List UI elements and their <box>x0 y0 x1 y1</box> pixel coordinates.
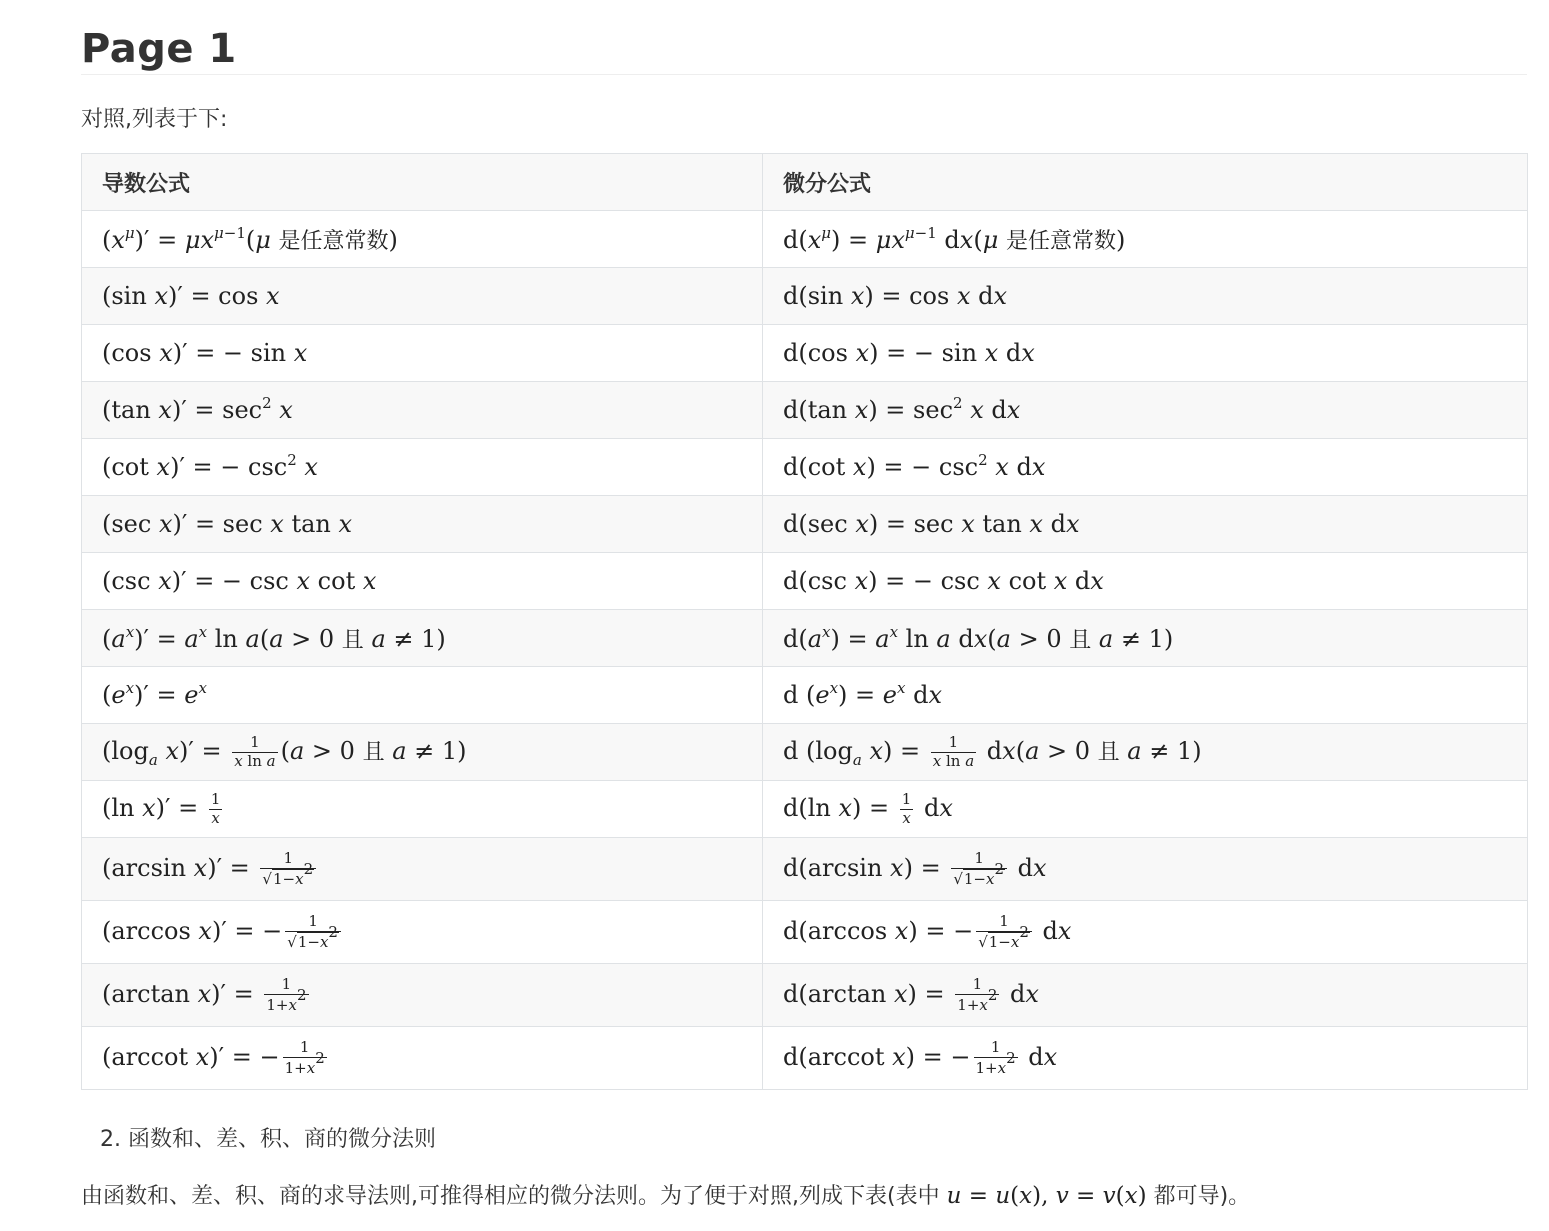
formula-table <box>81 153 1528 1090</box>
derivative-formula <box>82 838 763 901</box>
math-expression: (arcsin x)′ = $\frac{1}{√1-x^2}$ <box>102 854 319 882</box>
header-differential: 微分公式 <box>763 154 1528 211</box>
intro-text: 对照,列表于下: <box>81 107 228 132</box>
table-row <box>82 667 1528 724</box>
section-paragraph <box>81 1179 1527 1213</box>
math-expression: d(arccot x) = − $\frac{1}{1+x^2}$ dx <box>783 1038 1058 1077</box>
math-expression: $d(x^\mu) = \mu x^{\mu-1}$ dx(μ 是任意常数) <box>783 223 1126 254</box>
differential-formula <box>763 268 1528 325</box>
derivative-formula <box>82 382 763 439</box>
differential-formula <box>763 724 1528 781</box>
differential-formula <box>763 901 1528 964</box>
table-row <box>82 211 1528 268</box>
derivative-formula <box>82 325 763 382</box>
derivative-formula <box>82 439 763 496</box>
math-expression: d(arctan x) = $\frac{1}{1+x^2}$ dx <box>783 975 1039 1014</box>
math-expression: d(csc x) = − csc x cot x dx <box>783 567 1104 595</box>
math-expression: d ($\log_a$ x) = $\frac{1}{\text{x ln a}}$ dx(a > 0 且 a ≠ 1) <box>783 733 1202 770</box>
derivative-formula <box>82 553 763 610</box>
derivative-formula <box>82 667 763 724</box>
math-expression: (csc x)′ = − csc x cot x <box>102 567 377 595</box>
math-expression: $d(a^x) = a^x$ ln a dx(a > 0 且 a ≠ 1) <box>783 622 1174 653</box>
differential-formula <box>763 553 1528 610</box>
title-divider <box>81 74 1527 75</box>
math-expression: (cot x)′ = − $\csc^2 x$ <box>102 451 318 481</box>
differential-formula <box>763 667 1528 724</box>
differential-formula <box>763 964 1528 1027</box>
table-row <box>82 1027 1528 1090</box>
derivative-formula <box>82 496 763 553</box>
header-derivative: 导数公式 <box>82 154 763 211</box>
table-row <box>82 610 1528 667</box>
differential-formula <box>763 439 1528 496</box>
derivative-formula <box>82 724 763 781</box>
math-expression: d(cos x) = − sin x dx <box>783 339 1035 367</box>
table-row <box>82 439 1528 496</box>
section-heading: 2. 函数和、差、积、商的微分法则 <box>100 1127 436 1152</box>
derivative-formula <box>82 268 763 325</box>
math-expression: (arccos x)′ = − $\frac{1}{√1-x^2}$ <box>102 917 344 945</box>
table-row <box>82 325 1528 382</box>
math-expression: d(tan $x) = \sec^2 x$ dx <box>783 394 1021 424</box>
math-expression: d(sin x) = cos x dx <box>783 282 1008 310</box>
table-row <box>82 496 1528 553</box>
derivative-formula <box>82 610 763 667</box>
math-expression: (cos x)′ = − sin x <box>102 339 308 367</box>
differential-formula <box>763 211 1528 268</box>
math-expression: d(cot x) = − $\csc^2 x$ dx <box>783 451 1046 481</box>
math-expression: ($\log_a$ x)′ = $\frac{1}{\text{x ln a}}$ (a > 0 且 a ≠ 1) <box>102 733 467 770</box>
math-expression: d(arcsin x) = $\frac{1}{√1-x^2}$ dx <box>783 849 1047 888</box>
table-row <box>82 901 1528 964</box>
table-row <box>82 553 1528 610</box>
differential-formula <box>763 325 1528 382</box>
derivative-formula <box>82 211 763 268</box>
table-row <box>82 964 1528 1027</box>
math-expression: (sec x)′ = sec x tan x <box>102 510 353 538</box>
math-expression: $(a^x)' = a^x$ ln a(a > 0 且 a ≠ 1) <box>102 622 446 653</box>
table-row <box>82 724 1528 781</box>
derivative-formula <box>82 901 763 964</box>
table-row <box>82 781 1528 838</box>
differential-formula <box>763 496 1528 553</box>
paragraph-text-prefix: 由函数和、差、积、商的求导法则,可推得相应的微分法则。为了便于对照,列成下表(表中 <box>81 1184 947 1209</box>
math-expression: $(x^\mu)' = \mu x^{\mu-1}(\mu$ 是任意常数) <box>102 223 398 254</box>
table-header-row <box>82 154 1528 211</box>
paragraph-math: u = u(x), v = v(x) <box>946 1183 1147 1209</box>
differential-formula <box>763 838 1528 901</box>
math-expression: d(arccos x) = − $\frac{1}{√1-x^2}$ dx <box>783 912 1072 951</box>
math-expression: (tan $x)' = \sec^2 x$ <box>102 394 293 424</box>
differential-formula <box>763 610 1528 667</box>
paragraph-text-suffix: 都可导)。 <box>1146 1184 1251 1209</box>
page-title: Page 1 <box>81 26 237 72</box>
differential-formula <box>763 382 1528 439</box>
derivative-formula <box>82 964 763 1027</box>
math-expression: (ln x)′ = $\frac{1}{x}$ <box>102 790 221 827</box>
table-row <box>82 268 1528 325</box>
table-row <box>82 838 1528 901</box>
math-expression: (arccot x)′ = − $\frac{1}{1+x^2}$ <box>102 1038 325 1077</box>
math-expression: d $(e^x) = e^x$ dx <box>783 679 942 709</box>
math-expression: (sin x)′ = cos x <box>102 282 280 310</box>
math-expression: d(ln x) = $\frac{1}{x}$ dx <box>783 790 953 827</box>
table-row <box>82 382 1528 439</box>
differential-formula <box>763 1027 1528 1090</box>
math-expression: $(e^x)' = e^x$ <box>102 679 207 709</box>
math-expression: (arctan x)′ = $\frac{1}{1+x^2}$ <box>102 975 307 1014</box>
derivative-formula <box>82 1027 763 1090</box>
differential-formula <box>763 781 1528 838</box>
math-expression: d(sec x) = sec x tan x dx <box>783 510 1080 538</box>
derivative-formula <box>82 781 763 838</box>
